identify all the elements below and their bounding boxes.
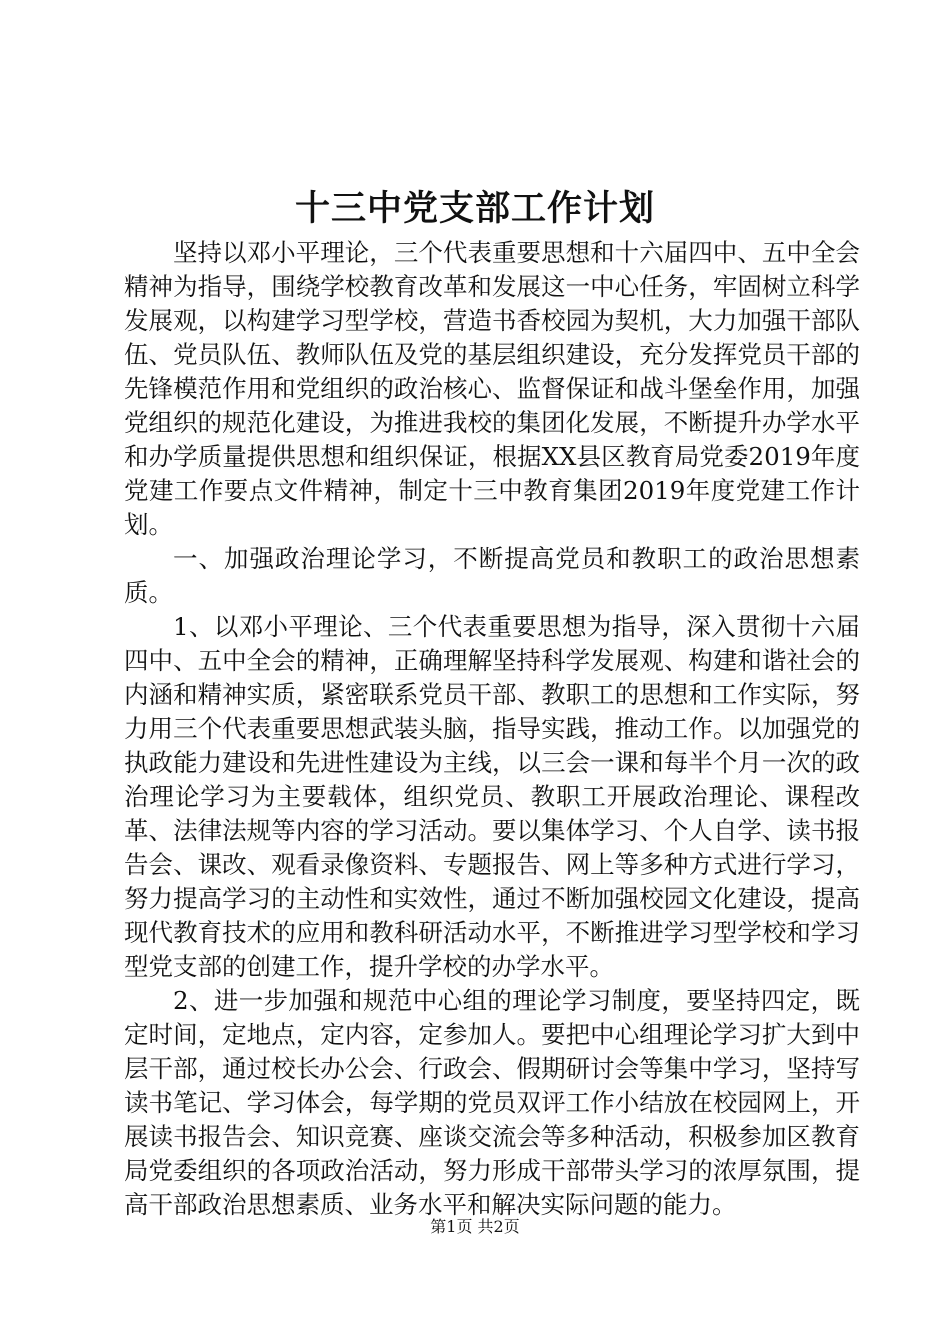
document-title: 十三中党支部工作计划 — [294, 188, 655, 229]
paragraph-item-2: 2、进一步加强和规范中心组的理论学习制度，要坚持四定，既定时间，定地点，定内容，定参加人。要把中心组理论学习扩大到中层干部，通过校长办公会、行政会、假期研讨会等集中学习，坚持写读书笔记、学习体会，每学期的党员双评工作小结放在校园网上，开展读书报告会、知识竞赛、座谈交流会等多种活动，积极参加区教育局党委组织的各项政治活动，努力形成干部带头学习的浓厚氛围，提高干部政治思想素质、业务水平和解决实际问题的能力。 — [124, 986, 860, 1219]
paragraph-intro: 坚持以邓小平理论，三个代表重要思想和十六届四中、五中全会精神为指导，围绕学校教育改革和发展这一中心任务，牢固树立科学发展观，以构建学习型学校，营造书香校园为契机，大力加强干部队伍、党员队伍、教师队伍及党的基层组织建设，充分发挥党员干部的先锋模范作用和党组织的政治核心、监督保证和战斗堡垒作用，加强党组织的规范化建设，为推进我校的集团化发展，不断提升办学水平和办学质量提供思想和组织保证，根据XX县区教育局党委2019年度党建工作要点文件精神，制定十三中教育集团2019年度党建工作计划。 — [124, 238, 860, 539]
page-footer: 第1页 共2页 — [430, 1217, 520, 1236]
document-body — [124, 236, 860, 1222]
paragraph-item-1: 1、以邓小平理论、三个代表重要思想为指导，深入贯彻十六届四中、五中全会的精神，正确理解坚持科学发展观、构建和谐社会的内涵和精神实质，紧密联系党员干部、教职工的思想和工作实际，努力用三个代表重要思想武装头脑，指导实践，推动工作。以加强党的执政能力建设和先进性建设为主线，以三会一课和每半个月一次的政治理论学习为主要载体，组织党员、教职工开展政治理论、课程改革、法律法规等内容的学习活动。要以集体学习、个人自学、读书报告会、课改、观看录像资料、专题报告、网上等多种方式进行学习，努力提高学习的主动性和实效性，通过不断加强校园文化建设，提高现代教育技术的应用和教科研活动水平，不断推进学习型学校和学习型党支部的创建工作，提升学校的办学水平。 — [124, 612, 860, 981]
paragraph-section-heading-1: 一、加强政治理论学习，不断提高党员和教职工的政治思想素质。 — [124, 544, 860, 607]
